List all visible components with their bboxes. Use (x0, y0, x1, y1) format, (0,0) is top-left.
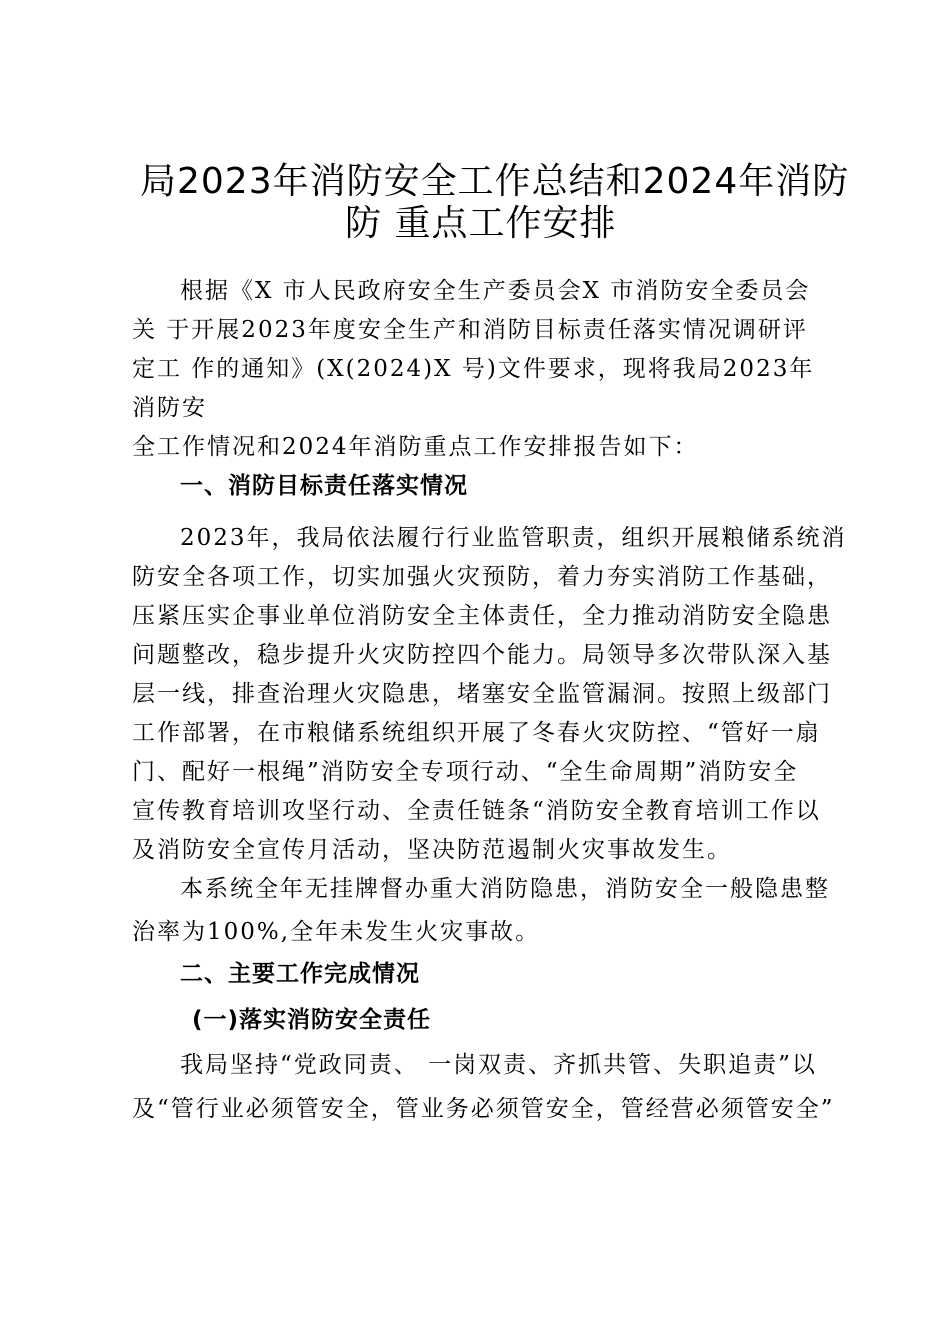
subsection-1-paragraph-line: 我局坚持“党政同责、 一岗双责、齐抓共管、失职追责”以 (180, 1052, 817, 1078)
section-1-paragraph-line: 问题整改，稳步提升火灾防控四个能力。局领导多次带队深入基 (132, 642, 832, 668)
section-1-paragraph-line: 层一线，排查治理火灾隐患，堵塞安全监管漏洞。按照上级部门 (132, 681, 832, 707)
section-1-summary-line: 治率为100%,全年未发生火灾事故。 (132, 919, 541, 945)
document-title-line-2: 防 重点工作安排 (345, 203, 617, 244)
section-1-summary-line: 本系统全年无挂牌督办重大消防隐患，消防安全一般隐患整 (180, 876, 830, 902)
intro-line: 全工作情况和2024年消防重点工作安排报告如下： (132, 434, 699, 460)
section-1-paragraph-line: 宣传教育培训攻坚行动、全责任链条“消防安全教育培训工作以 (132, 798, 821, 824)
intro-line: 根据《X 市人民政府安全生产委员会X 市消防安全委员会 (180, 278, 811, 304)
intro-line: 消防安 (132, 395, 207, 421)
subsection-1-paragraph-line: 及“管行业必须管安全，管业务必须管安全，管经营必须管安全” (132, 1096, 835, 1122)
section-2-heading: 二、主要工作完成情况 (180, 961, 420, 987)
section-1-paragraph-line: 压紧压实企事业单位消防安全主体责任，全力推动消防安全隐患 (132, 603, 832, 629)
subsection-1-heading: (一)落实消防安全责任 (192, 1007, 432, 1033)
document-title-line-1: 局2023年消防安全工作总结和2024年消防 (140, 161, 850, 202)
section-1-paragraph-line: 及消防安全宣传月活动，坚决防范遏制火灾事故发生。 (132, 837, 732, 863)
section-1-paragraph-line: 工作部署，在市粮储系统组织开展了冬春火灾防控、“管好一扇 (132, 720, 821, 746)
section-1-heading: 一、消防目标责任落实情况 (180, 473, 468, 499)
section-1-paragraph-line: 2023年，我局依法履行行业监管职责，组织开展粮储系统消 (180, 525, 847, 551)
section-1-paragraph-line: 门、配好一根绳”消防安全专项行动、“全生命周期”消防安全 (132, 759, 799, 785)
section-1-paragraph-line: 防安全各项工作，切实加强火灾预防，着力夯实消防工作基础， (132, 564, 832, 590)
intro-line: 关 于开展2023年度安全生产和消防目标责任落实情况调研评 (132, 317, 808, 343)
intro-line: 定工 作的通知》(X(2024)X 号)文件要求，现将我局2023年 (132, 356, 815, 382)
